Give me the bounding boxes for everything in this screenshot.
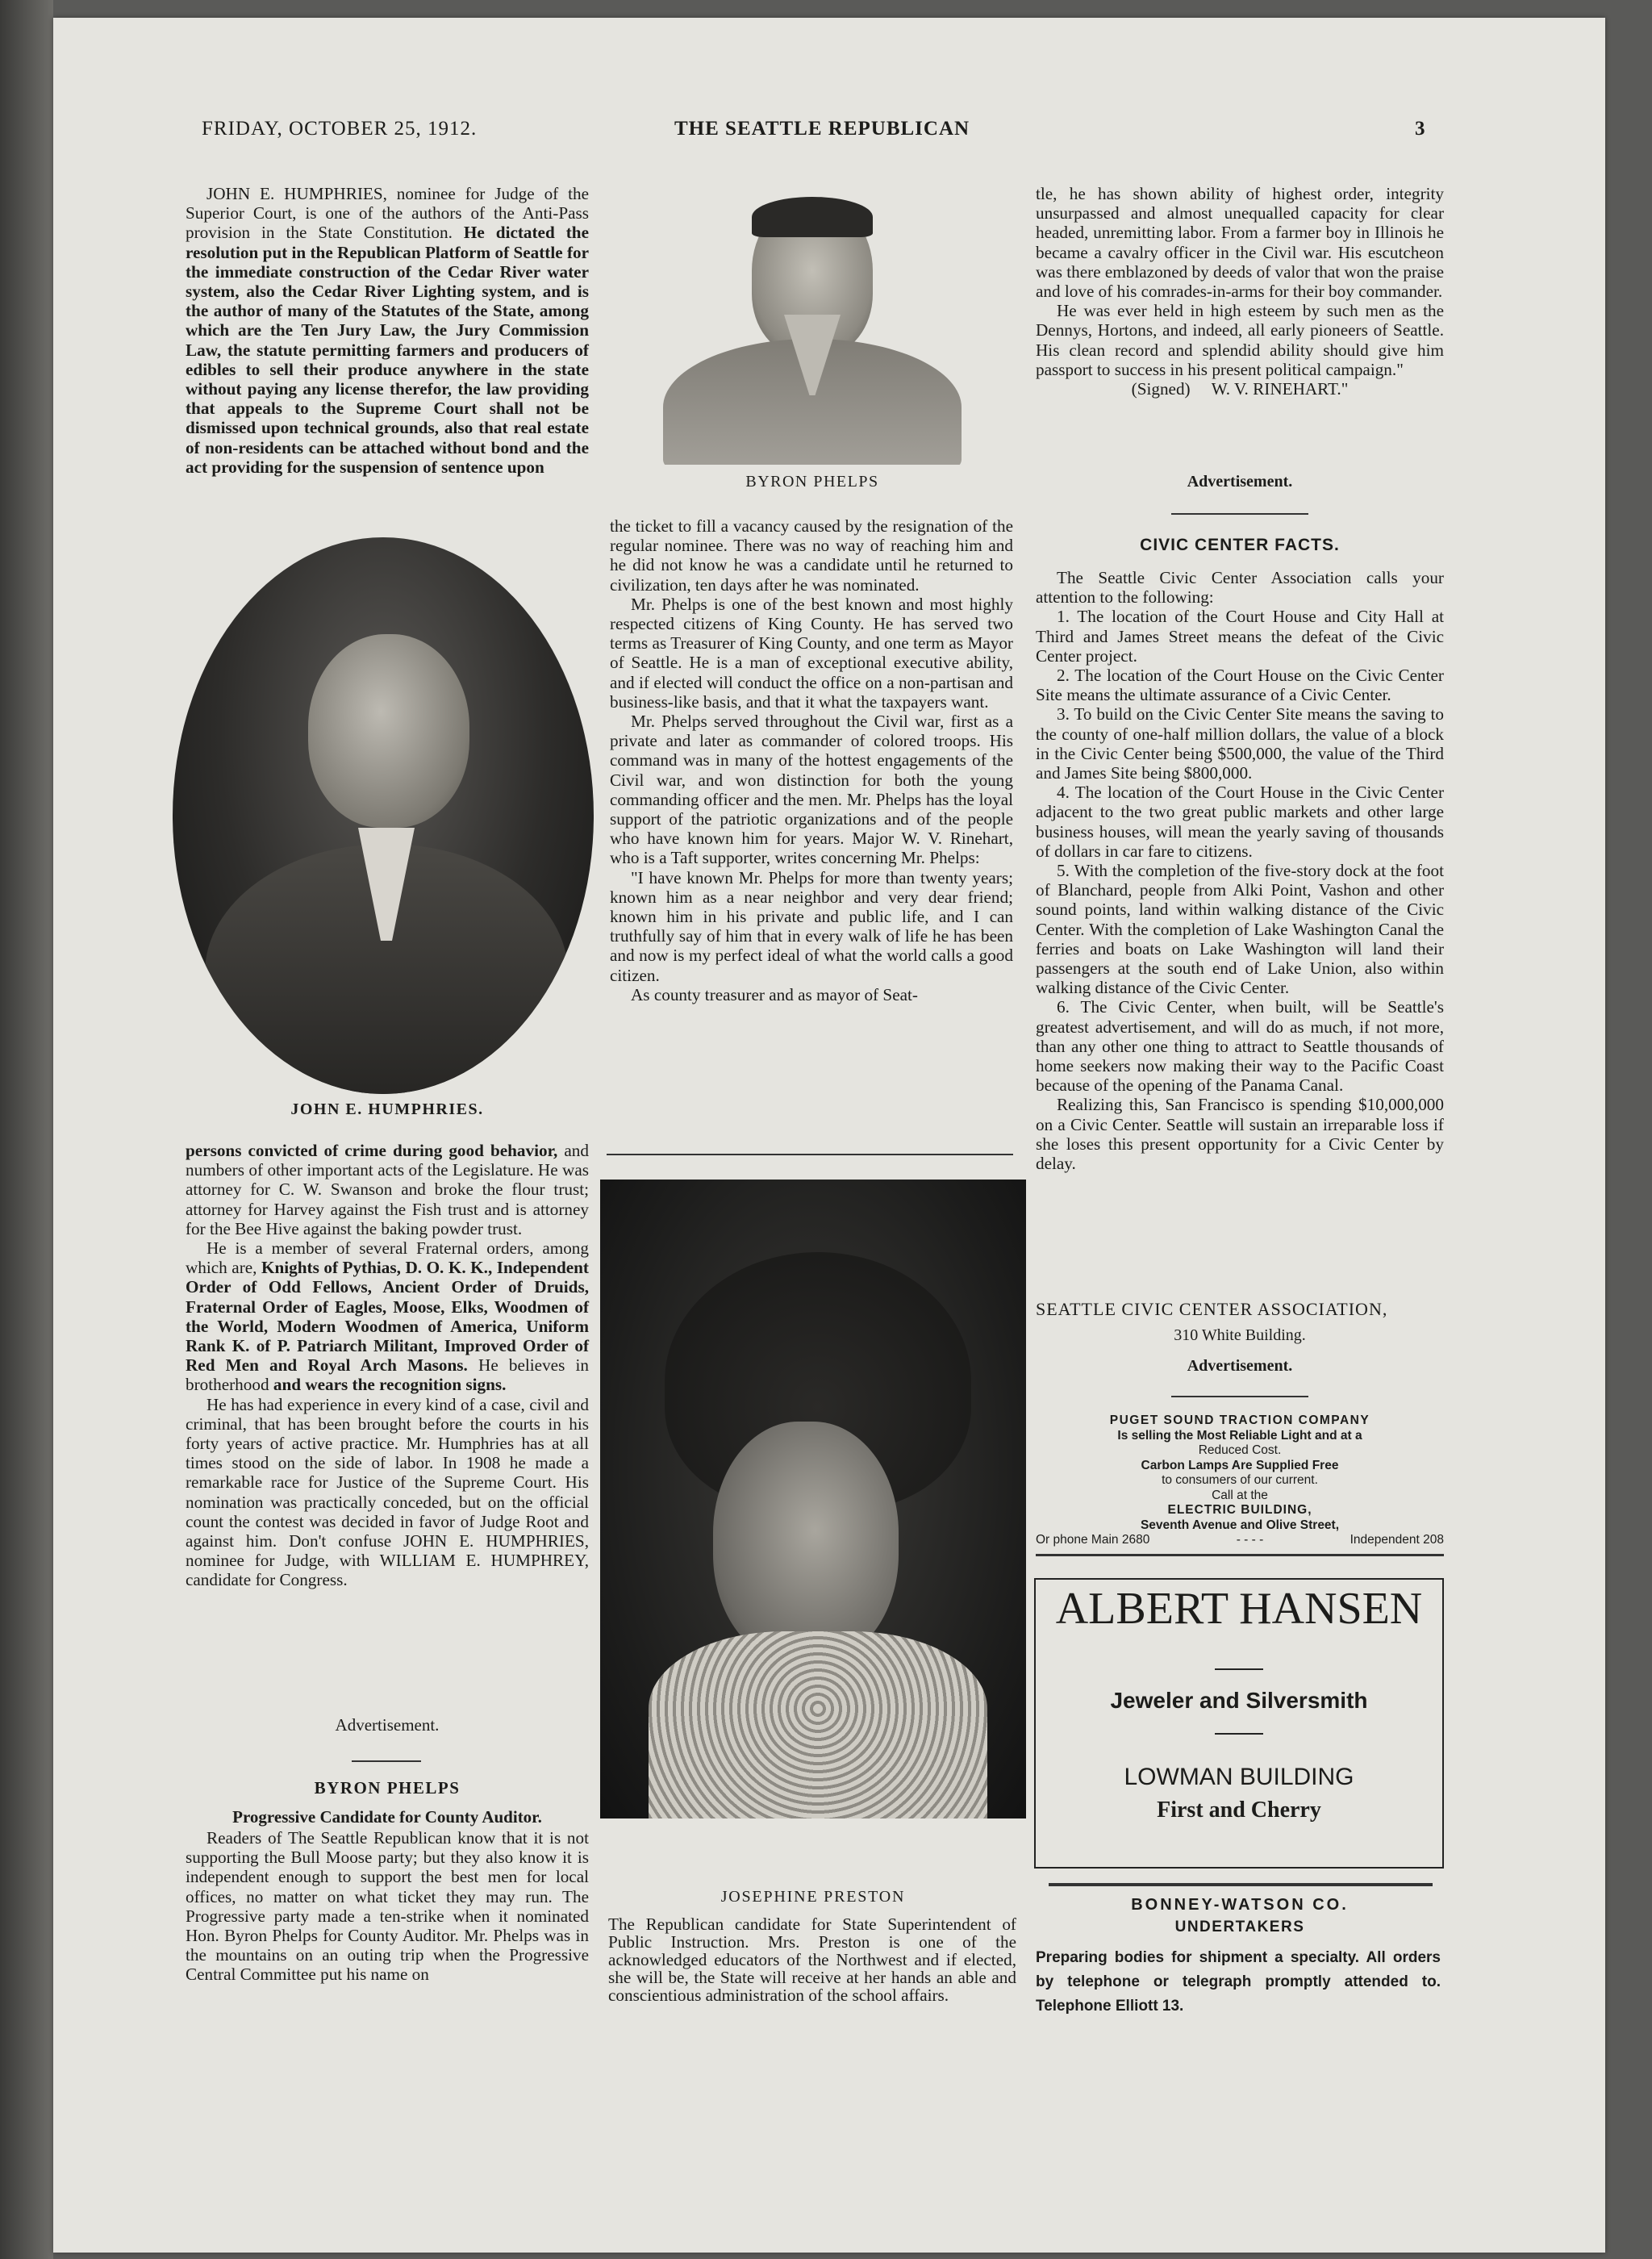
divider — [1215, 1733, 1263, 1735]
phelps-portrait — [663, 194, 962, 465]
divider — [1215, 1668, 1263, 1670]
hansen-building: LOWMAN BUILDING — [1124, 1764, 1354, 1790]
phelps-letter-cont: tle, he has shown ability of highest order, integrity unsurpassed and almost unequalled capacity for clear headed, unremitting labor. From a farmer boy in Illinois he became a cavalry officer in the Civil war. His escutcheon was there emblazoned by deeds of valor that won the praise and love of his comrades-in-arms for their boy commander. He was ever held in high esteem by such men as the Dennys, Hortons, and indeed, all early pioneers of Seattle. His clean record and splendid ability should give him passport to success in his present political campaign." (Signed) W. V. RINEHART." — [1036, 184, 1444, 399]
hansen-location: First and Cherry — [1157, 1798, 1321, 1823]
divider — [1171, 1396, 1308, 1397]
phelps-body-cont: the ticket to fill a vacancy caused by the resignation of the regular nominee. There was no way of reaching him and he did not know he was a candidate until he returned to civilization, ten days after he was nominated. Mr. Phelps is one of the best known and most highly respected citizens of King County. He has served two terms as Treasurer of King County, and one term as Mayor of Seattle. He is a man of exceptional executive ability, and if elected will conduct the office on a non-partisan and business-like basis, and that it what the taxpayers want. Mr. Phelps served throughout the Civil war, first as a private and later as commander of colored troops. His command was in many of the hottest engagements of the Civil war, and won distinction for both the young commanding officer and the men. Mr. Phelps has the loyal support of the patriotic organizations and of the people who have known him for years. Major W. V. Rinehart, who is a Taft supporter, writes concerning Mr. Phelps: "I have known Mr. Phelps for more than twenty years; known him as a near neighbor and very dear friend; known him in his private and public life, and I can truthfully say of him that in every walk of life he has been and now is my perfect ideal of what the world calls a good citizen. As county treasurer and as mayor of Seat- — [610, 516, 1013, 1004]
phelps-portrait-caption: BYRON PHELPS — [745, 473, 879, 491]
face-shape — [308, 634, 469, 828]
bonney-text: Preparing bodies for shipment a specialty. All orders by telephone or telegraph promptly attended to. Telephone Elliott 13. — [1036, 1949, 1441, 2015]
civic-heading: CIVIC CENTER FACTS. — [1140, 536, 1340, 554]
hansen-name: ALBERT HANSEN — [1055, 1584, 1423, 1634]
masthead: THE SEATTLE REPUBLICAN — [674, 118, 970, 140]
preston-text: The Republican candidate for State Superintendent of Public Instruction. Mrs. Preston is one of the acknowledged educators of the Northwest and if elected, she will be, the State will receive at her hands an able and conscientious administration of the school affairs. — [608, 1915, 1016, 2005]
face-shape — [713, 1422, 899, 1664]
humphries-ad-label: Advertisement. — [335, 1715, 440, 1735]
ad-rule — [1049, 1883, 1433, 1886]
scan-edge — [0, 0, 53, 2259]
humphries-body: persons convicted of crime during good behavior, and numbers of other important acts of the Legislature. He was attorney for C. W. Swanson and broke the flour trust; attorney for Harvey against the Fish trust and is attorney for the Bee Hive against the baking powder trust. He is a member of several Fraternal orders, among which are, Knights of Pythias, D. O. K. K., Independent Order of Odd Fellows, Ancient Order of Druids, Fraternal Order of Eagles, Moose, Elks, Woodmen of the World, Modern Woodmen of America, Uniform Rank K. of P. Patriarch Militant, Improved Order of Red Men and Royal Arch Masons. He believes in brotherhood and wears the recognition signs. He has had experience in every kind of a case, civil and criminal, that has been brought before the courts in his forty years of active practice. Mr. Humphries has at all times stood on the side of labor. In 1908 he made a remarkable race for Justice of the Supreme Court. His nomination was practically conceded, but on the official count the contest was decided in favor of Judge Root and against him. Don't confuse JOHN E. HUMPHRIES, nominee for Judge, with WILLIAM E. HUMPHREY, candidate for Congress. — [186, 1141, 589, 1590]
phelps-body-start: Readers of The Seattle Republican know that it is not supporting the Bull Moose party; but they also know it is independent enough to support the best men for local offices, no matter on what ticket they may run. The Progressive party made a ten-strike when it nominated Hon. Byron Phelps for County Auditor. Mr. Phelps was in the mountains on an outing trip when the Progressive Central Committee put his name on — [186, 1828, 589, 1985]
hansen-ad-box — [1034, 1578, 1444, 1869]
phelps-ad-label: Advertisement. — [1187, 473, 1293, 491]
page-number: 3 — [1415, 118, 1426, 140]
civic-ad-label: Advertisement. — [1187, 1357, 1293, 1375]
civic-signature: SEATTLE CIVIC CENTER ASSOCIATION, — [1036, 1299, 1388, 1319]
ad-rule — [1036, 1554, 1444, 1556]
hansen-trade: Jeweler and Silversmith — [1110, 1688, 1368, 1713]
bonney-name: BONNEY-WATSON CO. — [1131, 1896, 1349, 1914]
phelps-heading: BYRON PHELPS — [314, 1778, 461, 1798]
civic-address: 310 White Building. — [1174, 1326, 1306, 1344]
issue-date: FRIDAY, OCTOBER 25, 1912. — [202, 118, 478, 140]
traction-ad: PUGET SOUND TRACTION COMPANY Is selling the Most Reliable Light and at a Reduced Cost. Carbon Lamps Are Supplied Free to consumers of our current. Call at the ELECTRIC BUILDING, Seventh Avenue and Olive Street, Or phone Main 2680 - - - - Independent 208 — [1036, 1413, 1444, 1547]
civic-facts: The Seattle Civic Center Association calls your attention to the following: 1. The location of the Court House and City Hall at Third and James Street means the defeat of the Civic Center project. 2. The location of the Court House on the Civic Center Site means the ultimate assurance of a Civic Center. 3. To build on the Civic Center Site means the saving to the county of one-half million dollars, the value of a block in the Civic Center being $500,000, the value of the Third and James Site being $800,000. 4. The location of the Court House in the Civic Center adjacent to the two great public markets and other large business houses, will mean the yearly saving of thousands of dollars in car fare to citizens. 5. With the completion of the five-story dock at the foot of Blanchard, people from Alki Point, Vashon and other sound points, land within walking distance of the Civic Center. With the completion of Lake Washington Canal the ferries and boats on Lake Washington will land their passengers at the south end of Lake Union, also within walking distance of the Civic Center. 6. The Civic Center, when built, will be Seattle's greatest advertisement, and will do as much, if not more, than any other one thing to attract to Seattle thousands of home seekers now making their way to the Pacific Coast because of the opening of the Panama Canal. Realizing this, San Francisco is spending $10,000,000 on a Civic Center. Seattle will sustain an irreparable loss if she loses this present opportunity for a Civic Center by delay. — [1036, 568, 1444, 1174]
humphries-portrait-caption: JOHN E. HUMPHRIES. — [290, 1100, 484, 1118]
divider — [1171, 513, 1308, 515]
humphries-portrait — [173, 537, 594, 1094]
bonney-trade: UNDERTAKERS — [1174, 1919, 1305, 1935]
column-rule — [607, 1154, 1013, 1155]
preston-portrait — [600, 1180, 1026, 1818]
preston-caption: JOSEPHINE PRESTON — [720, 1888, 906, 1906]
lace-collar — [649, 1631, 987, 1818]
phelps-subheading: Progressive Candidate for County Auditor. — [232, 1807, 542, 1827]
humphries-intro: JOHN E. HUMPHRIES, nominee for Judge of the Superior Court, is one of the authors of the Anti-Pass provision in the State Constitution. He dictated the resolution put in the Republican Platform of Seattle for the immediate construction of the Cedar River water system, also the Cedar River Lighting system, and is the author of many of the Statutes of the State, among which are the Ten Jury Law, the Jury Commission Law, the statute permitting farmers and producers of edibles to sell their produce anywhere in the state without paying any license therefor, the law providing that appeals to the Supreme Court shall not be dismissed upon technical grounds, also that real estate of non-residents can be attached without bond and the act providing for the suspension of sentence upon — [186, 184, 589, 477]
hair-shape — [752, 197, 873, 237]
divider — [352, 1760, 421, 1762]
